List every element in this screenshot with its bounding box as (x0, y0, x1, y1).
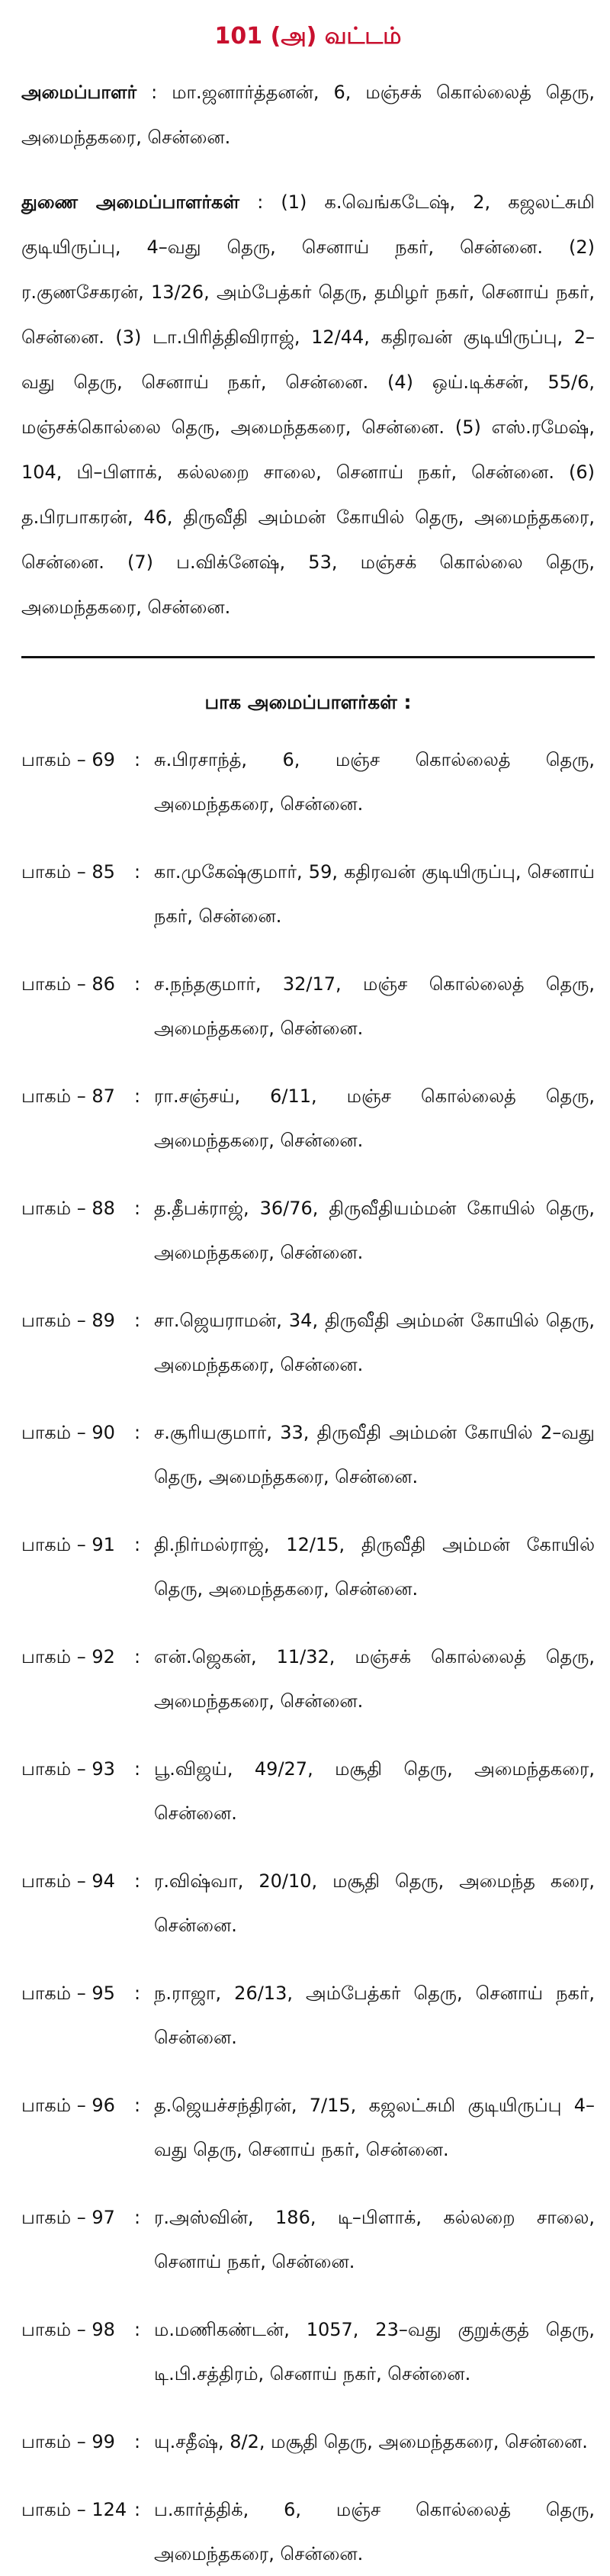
list-item (21, 1186, 595, 1275)
colon-separator: : (134, 2319, 141, 2340)
list-item (21, 2488, 595, 2576)
list-item (21, 1298, 595, 1387)
part-number: பாகம் – 89 (21, 1310, 115, 1331)
organizer-address: என்.ஜெகன், 11/32, மஞ்சக் கொல்லைத் தெரு, அமைந்தகரை, சென்னை. (154, 1646, 595, 1712)
organizer-address: ர.விஷ்வா, 20/10, மசூதி தெரு, அமைந்த கரை, சென்னை. (154, 1870, 595, 1936)
organizer-address: ச.சூரியகுமார், 33, திருவீதி அம்மன் கோயில் 2–வது தெரு, அமைந்தகரை, சென்னை. (154, 1422, 595, 1487)
colon-separator: : (134, 1422, 141, 1443)
organizer-address: ந.ராஜா, 26/13, அம்பேத்கர் தெரு, செனாய் நகர், சென்னை. (154, 1983, 595, 2048)
list-item (21, 1635, 595, 1723)
organizer-address: சா.ஜெயராமன், 34, திருவீதி அம்மன் கோயில் தெரு, அமைந்தகரை, சென்னை. (154, 1310, 595, 1375)
list-item (21, 2420, 595, 2464)
part-number: பாகம் – 87 (21, 1085, 115, 1107)
list-item (21, 850, 595, 938)
part-number: பாகம் – 88 (21, 1198, 115, 1219)
colon-separator: : (134, 1534, 141, 1555)
colon-separator: : (134, 2095, 141, 2116)
part-number: பாகம் – 96 (21, 2095, 115, 2116)
list-item (21, 962, 595, 1050)
colon-separator: : (134, 2431, 141, 2452)
organizer-address: பூ.விஜய், 49/27, மசூதி தெரு, அமைந்தகரை, சென்னை. (154, 1758, 595, 1824)
part-organizer-list (21, 738, 595, 2576)
paragraph-gap (21, 160, 595, 180)
colon-separator: : (134, 1310, 141, 1331)
colon-separator: : (134, 2207, 141, 2228)
page-title: 101 (அ) வட்டம் (214, 23, 402, 50)
part-number: பாகம் – 97 (21, 2207, 115, 2228)
colon-separator: : (134, 1646, 141, 1667)
list-item (21, 2307, 595, 2396)
list-item (21, 1410, 595, 1499)
list-item (21, 1747, 595, 1835)
organizer-address: த.தீபக்ராஜ், 36/76, திருவீதியம்மன் கோயில் தெரு, அமைந்தகரை, சென்னை. (154, 1198, 595, 1263)
list-item (21, 1523, 595, 1611)
list-item (21, 738, 595, 826)
part-number: பாகம் – 94 (21, 1870, 115, 1892)
part-number: பாகம் – 85 (21, 861, 115, 883)
part-number: பாகம் – 86 (21, 973, 115, 995)
deputy-label: துணை அமைப்பாளர்கள் (21, 191, 240, 213)
list-item (21, 1971, 595, 2060)
section-heading: பாக அமைப்பாளர்கள் : (204, 691, 412, 713)
organizer-address: த.ஜெயச்சந்திரன், 7/15, கஜலட்சுமி குடியிருப்பு 4–வது தெரு, செனாய் நகர், சென்னை. (154, 2095, 595, 2160)
colon-separator: : (134, 1983, 141, 2004)
colon-separator: : (134, 973, 141, 995)
organizer-label: அமைப்பாளர் (21, 82, 137, 103)
part-number: பாகம் – 99 (21, 2431, 115, 2452)
organizer-address: ம.மணிகண்டன், 1057, 23–வது குறுக்குத் தெரு, டி.பி.சத்திரம், செனாய் நகர், சென்னை. (154, 2319, 595, 2385)
list-item (21, 1074, 595, 1163)
part-number: பாகம் – 93 (21, 1758, 115, 1780)
section-divider (21, 656, 595, 658)
colon-separator: : (134, 1085, 141, 1107)
organizer-address: தி.நிர்மல்ராஜ், 12/15, திருவீதி அம்மன் கோயில் தெரு, அமைந்தகரை, சென்னை. (154, 1534, 595, 1600)
part-number: பாகம் – 124 (21, 2499, 127, 2520)
list-item (21, 2195, 595, 2284)
organizer-address: சு.பிரசாந்த், 6, மஞ்ச கொல்லைத் தெரு, அமைந்தகரை, சென்னை. (154, 749, 595, 815)
colon-separator: : (134, 1758, 141, 1780)
part-number: பாகம் – 69 (21, 749, 115, 770)
colon-separator: : (134, 1870, 141, 1892)
part-number: பாகம் – 90 (21, 1422, 115, 1443)
part-number: பாகம் – 92 (21, 1646, 115, 1667)
colon-separator: : (134, 861, 141, 883)
colon-separator: : (134, 2499, 141, 2520)
list-item (21, 2083, 595, 2172)
colon-separator: : (134, 749, 141, 770)
organizer-address: ப.கார்த்திக், 6, மஞ்ச கொல்லைத் தெரு, அமைந்தகரை, சென்னை. (154, 2499, 595, 2565)
organizer-address: ரா.சஞ்சய், 6/11, மஞ்ச கொல்லைத் தெரு, அமைந்தகரை, சென்னை. (154, 1085, 595, 1151)
organizer-address: யு.சதீஷ், 8/2, மசூதி தெரு, அமைந்தகரை, சென்னை. (154, 2431, 588, 2452)
deputy-text: : (1) க.வெங்கடேஷ், 2, கஜலட்சுமி குடியிருப்பு, 4–வது தெரு, செனாய் நகர், சென்னை. (2) ர.குணசேகரன், 13/26, அம்பேத்கர் தெரு, தமிழர் நகர், செனாய் நகர், சென்னை. (3) டா.பிரித்திவிராஜ், 12/44, கதிரவன் குடியிருப்பு, 2–வது தெரு, செனாய் நகர், சென்னை. (4) ஒய்.டிக்சன், 55/6, மஞ்சக்கொல்லை தெரு, அமைந்தகரை, சென்னை. (5) எஸ்.ரமேஷ், 104, பி–பிளாக், கல்லறை சாலை, செனாய் நகர், சென்னை. (6) த.பிரபாகரன், 46, திருவீதி அம்மன் கோயில் தெரு, அமைந்தகரை, சென்னை. (7) ப.விக்னேஷ், 53, மஞ்சக் கொல்லை தெரு, அமைந்தகரை, சென்னை. (21, 191, 595, 618)
part-number: பாகம் – 95 (21, 1983, 115, 2004)
organizer-address: ர.அஸ்வின், 186, டி–பிளாக், கல்லறை சாலை, செனாய் நகர், சென்னை. (154, 2207, 595, 2272)
part-number: பாகம் – 98 (21, 2319, 115, 2340)
colon-separator: : (134, 1198, 141, 1219)
list-item (21, 1859, 595, 1947)
deputy-paragraph (21, 180, 595, 630)
part-number: பாகம் – 91 (21, 1534, 115, 1555)
organizer-address: கா.முகேஷ்குமார், 59, கதிரவன் குடியிருப்பு, செனாய் நகர், சென்னை. (154, 861, 595, 927)
organizer-paragraph (21, 70, 595, 160)
organizer-address: ச.நந்தகுமார், 32/17, மஞ்ச கொல்லைத் தெரு, அமைந்தகரை, சென்னை. (154, 973, 595, 1039)
organizer-text: : மா.ஜனார்த்தனன், 6, மஞ்சக் கொல்லைத் தெரு, அமைந்தகரை, சென்னை. (21, 82, 595, 148)
